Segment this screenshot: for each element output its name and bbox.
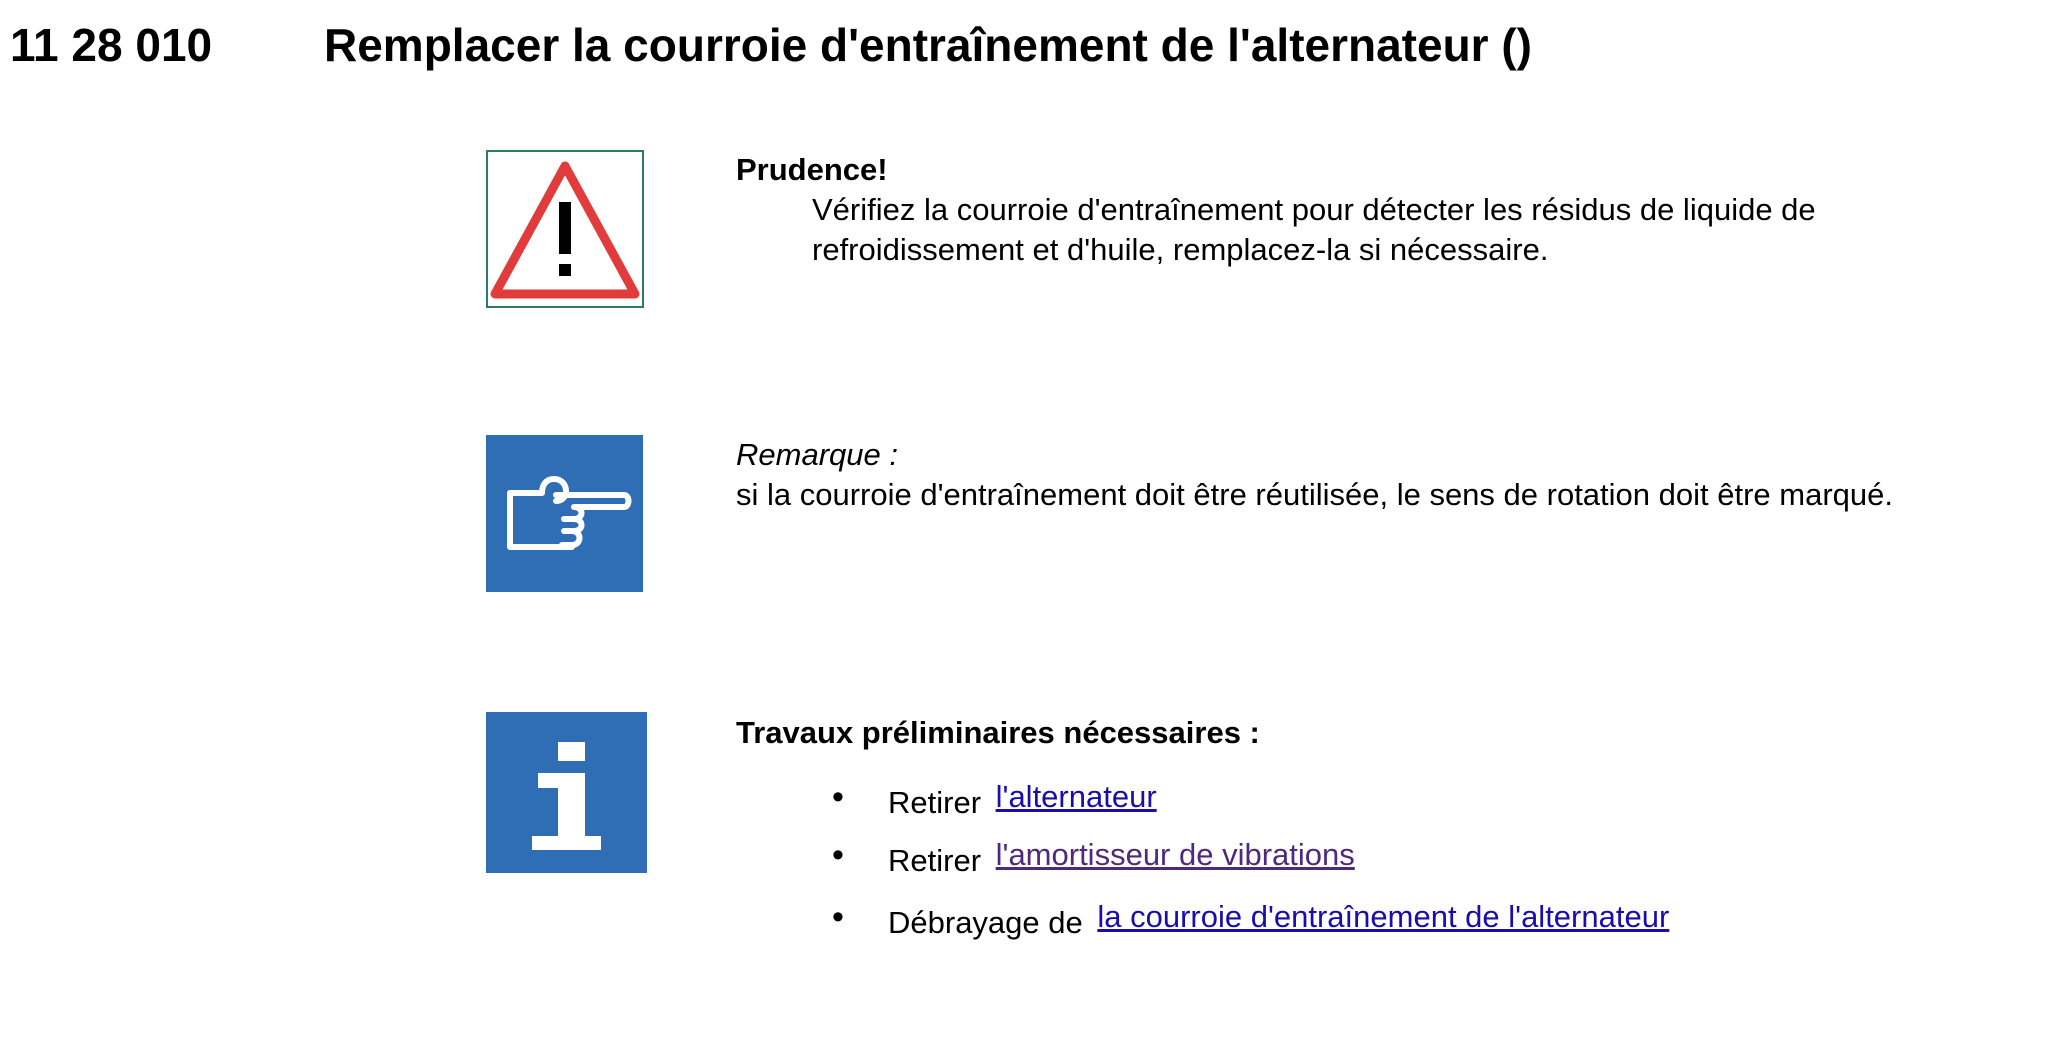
prerequisites-heading: Travaux préliminaires nécessaires :	[736, 715, 1260, 750]
warning-triangle-icon	[486, 150, 644, 308]
page-title: Remplacer la courroie d'entraînement de l'alternateur ()	[324, 19, 1532, 71]
bullet-icon: •	[832, 898, 844, 936]
caution-text: Vérifiez la courroie d'entraînement pour détecter les résidus de liquide de refroidissement et d'huile, remplacez-la si nécessaire.	[812, 192, 1816, 267]
pointing-hand-icon	[486, 435, 643, 592]
prerequisites-list	[736, 778, 1670, 943]
note-text: si la courroie d'entraînement doit être réutilisée, le sens de rotation doit être marqué.	[736, 477, 1893, 512]
link-remove-alternator[interactable]: l'alternateur	[995, 779, 1157, 814]
list-item-prefix: Retirer	[888, 843, 982, 878]
caution-block	[0, 150, 2047, 320]
link-disengage-drive-belt[interactable]: la courroie d'entraînement de l'alternateur	[1097, 899, 1670, 934]
list-item-prefix: Retirer	[888, 785, 982, 820]
caution-heading: Prudence!	[736, 152, 888, 187]
info-icon	[486, 712, 647, 873]
bullet-icon: •	[832, 836, 844, 874]
link-remove-vibration-damper[interactable]: l'amortisseur de vibrations	[995, 837, 1355, 872]
list-item	[736, 898, 1670, 943]
list-item	[736, 778, 1669, 823]
list-item-prefix: Débrayage de	[888, 905, 1083, 940]
list-item	[736, 836, 1669, 881]
bullet-icon: •	[832, 778, 844, 816]
note-block	[0, 435, 2047, 595]
note-heading: Remarque :	[736, 437, 898, 472]
info-block	[0, 712, 2047, 972]
document-number: 11 28 010	[10, 19, 213, 71]
